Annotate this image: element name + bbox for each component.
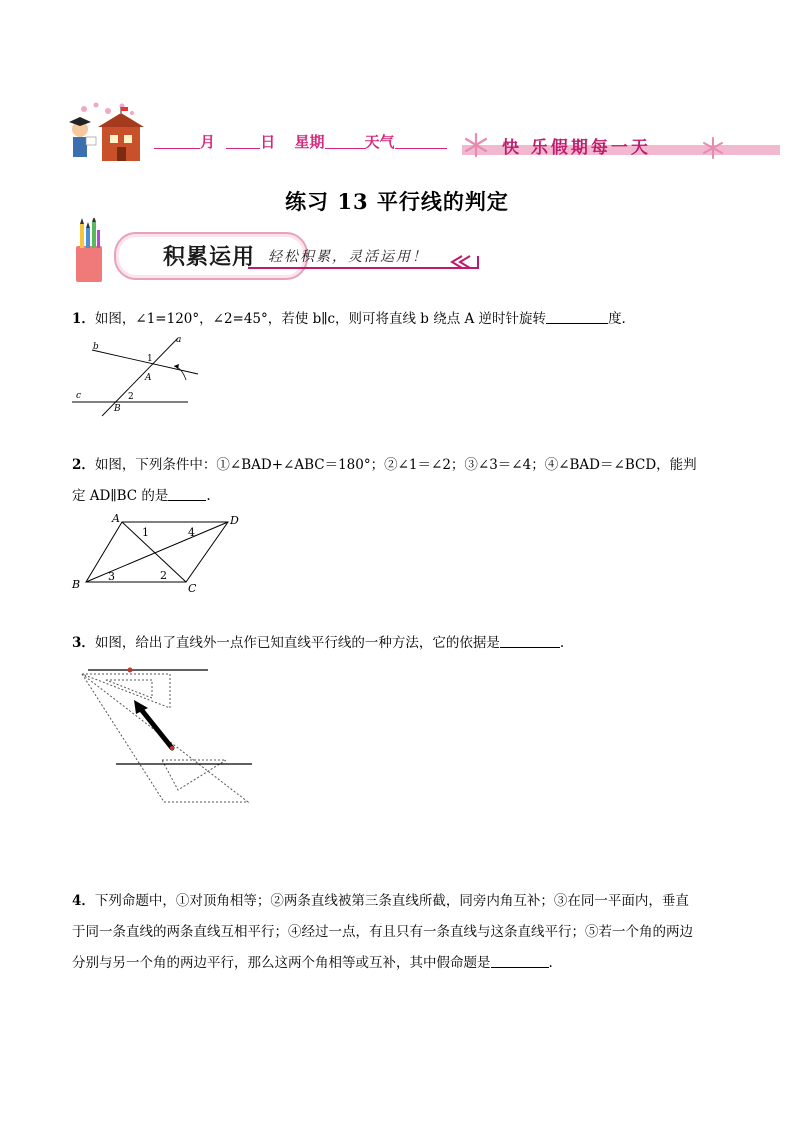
question-text: 如图，下列条件中：①∠BAD+∠ABC＝180°；②∠1＝∠2；③∠3＝∠4；④∠BAD＝∠BCD，能判	[94, 457, 697, 473]
answer-blank[interactable]	[546, 311, 608, 324]
question-text-end: 度.	[608, 311, 626, 327]
month-blank[interactable]	[154, 134, 200, 149]
weekday-label: 星期	[294, 133, 325, 151]
angle-2: 2	[160, 569, 167, 582]
point-A: A	[112, 512, 120, 525]
section-subtitle: 轻松积累，灵活运用！	[268, 249, 428, 265]
snowflake-icon	[462, 131, 490, 159]
question-text: 于同一条直线的两条直线互相平行；④经过一点，有且只有一条直线与这条直线平行；⑤若一个角的两边	[72, 924, 693, 940]
question-number: 3．	[72, 635, 95, 651]
snowflake-icon	[700, 135, 726, 161]
question-4	[72, 886, 732, 979]
point-D: D	[230, 514, 239, 527]
weather-blank[interactable]	[395, 134, 447, 149]
label-c: c	[76, 391, 82, 401]
label-b: b	[93, 342, 99, 352]
page-header	[0, 95, 794, 165]
angle-1: 1	[142, 526, 149, 539]
figure-3-set-square	[78, 662, 258, 832]
question-number: 4．	[72, 893, 95, 909]
date-fields	[154, 131, 447, 152]
label-a: a	[176, 335, 182, 345]
question-3	[72, 628, 732, 659]
day-blank[interactable]	[226, 134, 260, 149]
question-text-end: .	[206, 488, 211, 504]
section-banner	[68, 218, 488, 284]
question-text: 如图，∠1=120°，∠2=45°，若使 b∥c，则可将直线 b 绕点 A 逆时针旋转	[94, 311, 547, 327]
question-text: 定 AD∥BC 的是	[72, 488, 169, 504]
rotation-arrow	[174, 366, 186, 380]
header-slogan: 快 乐假期每一天	[502, 138, 651, 158]
question-number: 2．	[72, 457, 95, 473]
teacher-school-icon	[66, 107, 146, 163]
angle-2: 2	[128, 392, 134, 402]
question-text-end: .	[559, 635, 565, 651]
angle-3: 3	[108, 570, 115, 583]
answer-blank[interactable]	[500, 635, 560, 648]
section-label: 积累运用	[162, 245, 255, 270]
question-2	[72, 450, 732, 512]
page-title: 练习 13 平行线的判定	[285, 189, 509, 214]
figure-1-diagram	[70, 330, 200, 420]
line-b	[92, 350, 198, 374]
point-C: C	[188, 582, 197, 595]
answer-blank[interactable]	[168, 488, 206, 501]
question-text: 如图，给出了直线外一点作已知直线平行线的一种方法，它的依据是	[94, 635, 500, 651]
point-B: B	[72, 578, 81, 591]
point-A: A	[145, 373, 152, 383]
weekday-blank[interactable]	[325, 134, 365, 149]
answer-blank[interactable]	[491, 955, 549, 968]
question-number: 1．	[72, 311, 95, 327]
weather-label: 天气	[364, 133, 395, 151]
point-B: B	[114, 404, 121, 414]
question-text: 分别与另一个角的两边平行，那么这两个角相等或互补，其中假命题是	[72, 955, 491, 971]
month-label: 月	[200, 133, 216, 151]
question-text-end: .	[548, 955, 553, 971]
day-label: 日	[260, 133, 276, 151]
angle-4: 4	[188, 526, 195, 539]
question-text: 下列命题中，①对顶角相等；②两条直线被第三条直线所截，同旁内角互补；③在同一平面内，垂直	[94, 893, 689, 909]
figure-2-parallelogram	[68, 508, 248, 596]
pencil-cup-icon	[68, 218, 108, 284]
angle-1: 1	[147, 354, 153, 364]
